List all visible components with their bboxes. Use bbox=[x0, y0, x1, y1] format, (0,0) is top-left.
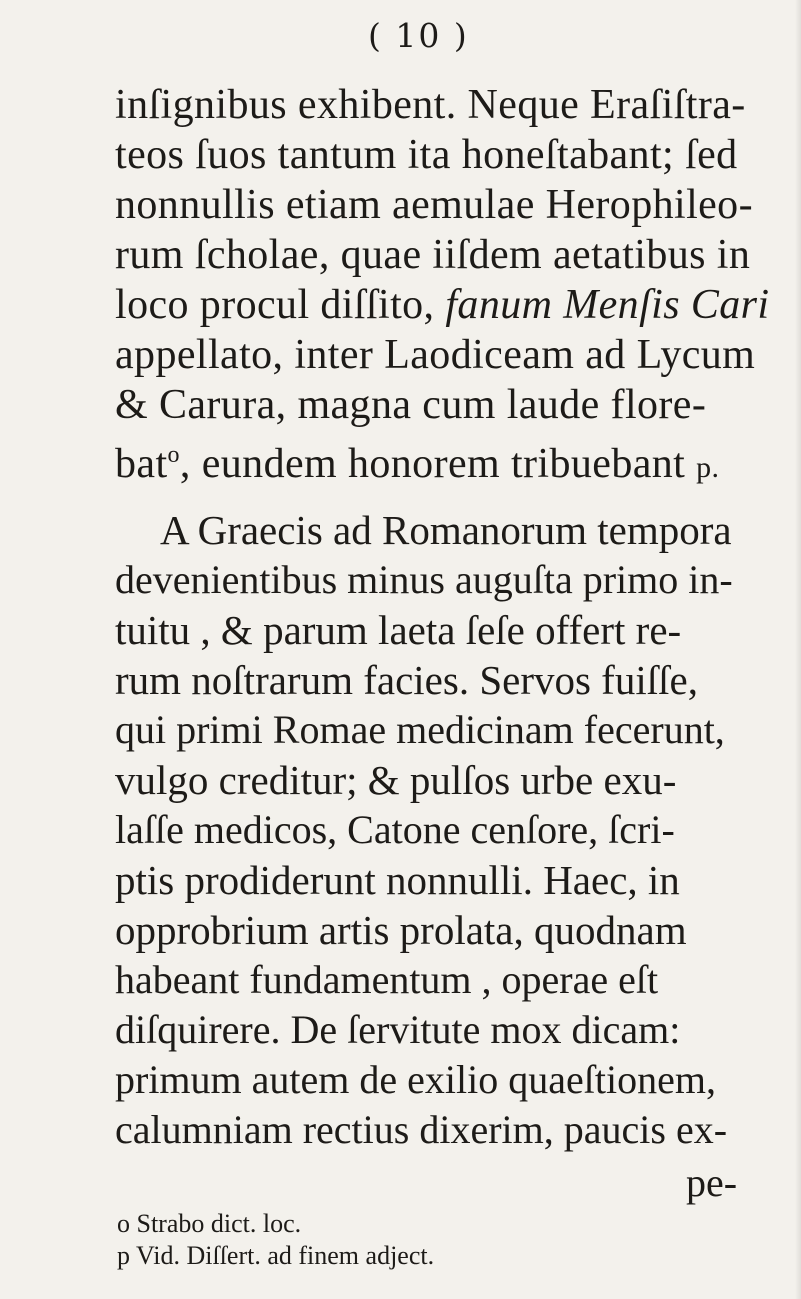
text-line: appellato, inter Laodiceam ad Lycum bbox=[115, 332, 756, 378]
text-line: laſſe medicos, Catone cenſore, ſcri- bbox=[115, 807, 675, 852]
text-line: nonnullis etiam aemulae Herophileo- bbox=[115, 182, 753, 228]
text-segment: , eundem honorem tribuebant bbox=[179, 441, 686, 487]
page-number: ( 10 ) bbox=[368, 16, 469, 55]
text-line: qui primi Romae medicinam fecerunt, bbox=[115, 707, 725, 752]
text-line: rum noſtrarum facies. Servos fuiſſe, bbox=[115, 657, 698, 703]
text-line bbox=[115, 281, 770, 329]
text-line: inſignibus exhibent. Neque Eraſiſtra- bbox=[115, 82, 746, 128]
text-line: rum ſcholae, quae iiſdem aetatibus in bbox=[115, 232, 751, 278]
italic-place-name: fanum Menſis Cari bbox=[445, 282, 770, 328]
text-segment: bat bbox=[115, 441, 168, 487]
text-line: teos ſuos tantum ita honeſtabant; ſed bbox=[115, 132, 738, 178]
text-line: habeant fundamentum , operae eſt bbox=[115, 957, 659, 1002]
text-segment: loco procul diſſito, bbox=[115, 282, 435, 328]
text-line: calumniam rectius dixerim, paucis ex- bbox=[115, 1107, 728, 1152]
catchword: pe- bbox=[686, 1160, 738, 1205]
text-line: & Carura, magna cum laude flore- bbox=[115, 382, 707, 428]
text-line: devenientibus minus auguſta primo in- bbox=[115, 557, 733, 602]
page-edge-shadow bbox=[795, 0, 801, 1299]
text-line: ptis prodiderunt nonnulli. Haec, in bbox=[115, 857, 680, 903]
text-line: tuitu , & parum laeta ſeſe offert re- bbox=[115, 607, 682, 653]
text-line: diſquirere. De ſervitute mox dicam: bbox=[115, 1007, 681, 1052]
text-line: opprobrium artis prolata, quodnam bbox=[115, 907, 687, 953]
text-line: A Graecis ad Romanorum tempora bbox=[160, 507, 732, 553]
footnote-marker: p. bbox=[696, 451, 720, 484]
footnote: o Strabo dict. loc. bbox=[117, 1209, 302, 1238]
text-line: primum autem de exilio quaeſtionem, bbox=[115, 1057, 716, 1102]
footnote-marker: o bbox=[167, 442, 180, 468]
text-line: vulgo creditur; & pulſos urbe exu- bbox=[115, 757, 677, 803]
footnote: p Vid. Diſſert. ad finem adject. bbox=[117, 1241, 435, 1270]
text-line bbox=[115, 431, 719, 492]
